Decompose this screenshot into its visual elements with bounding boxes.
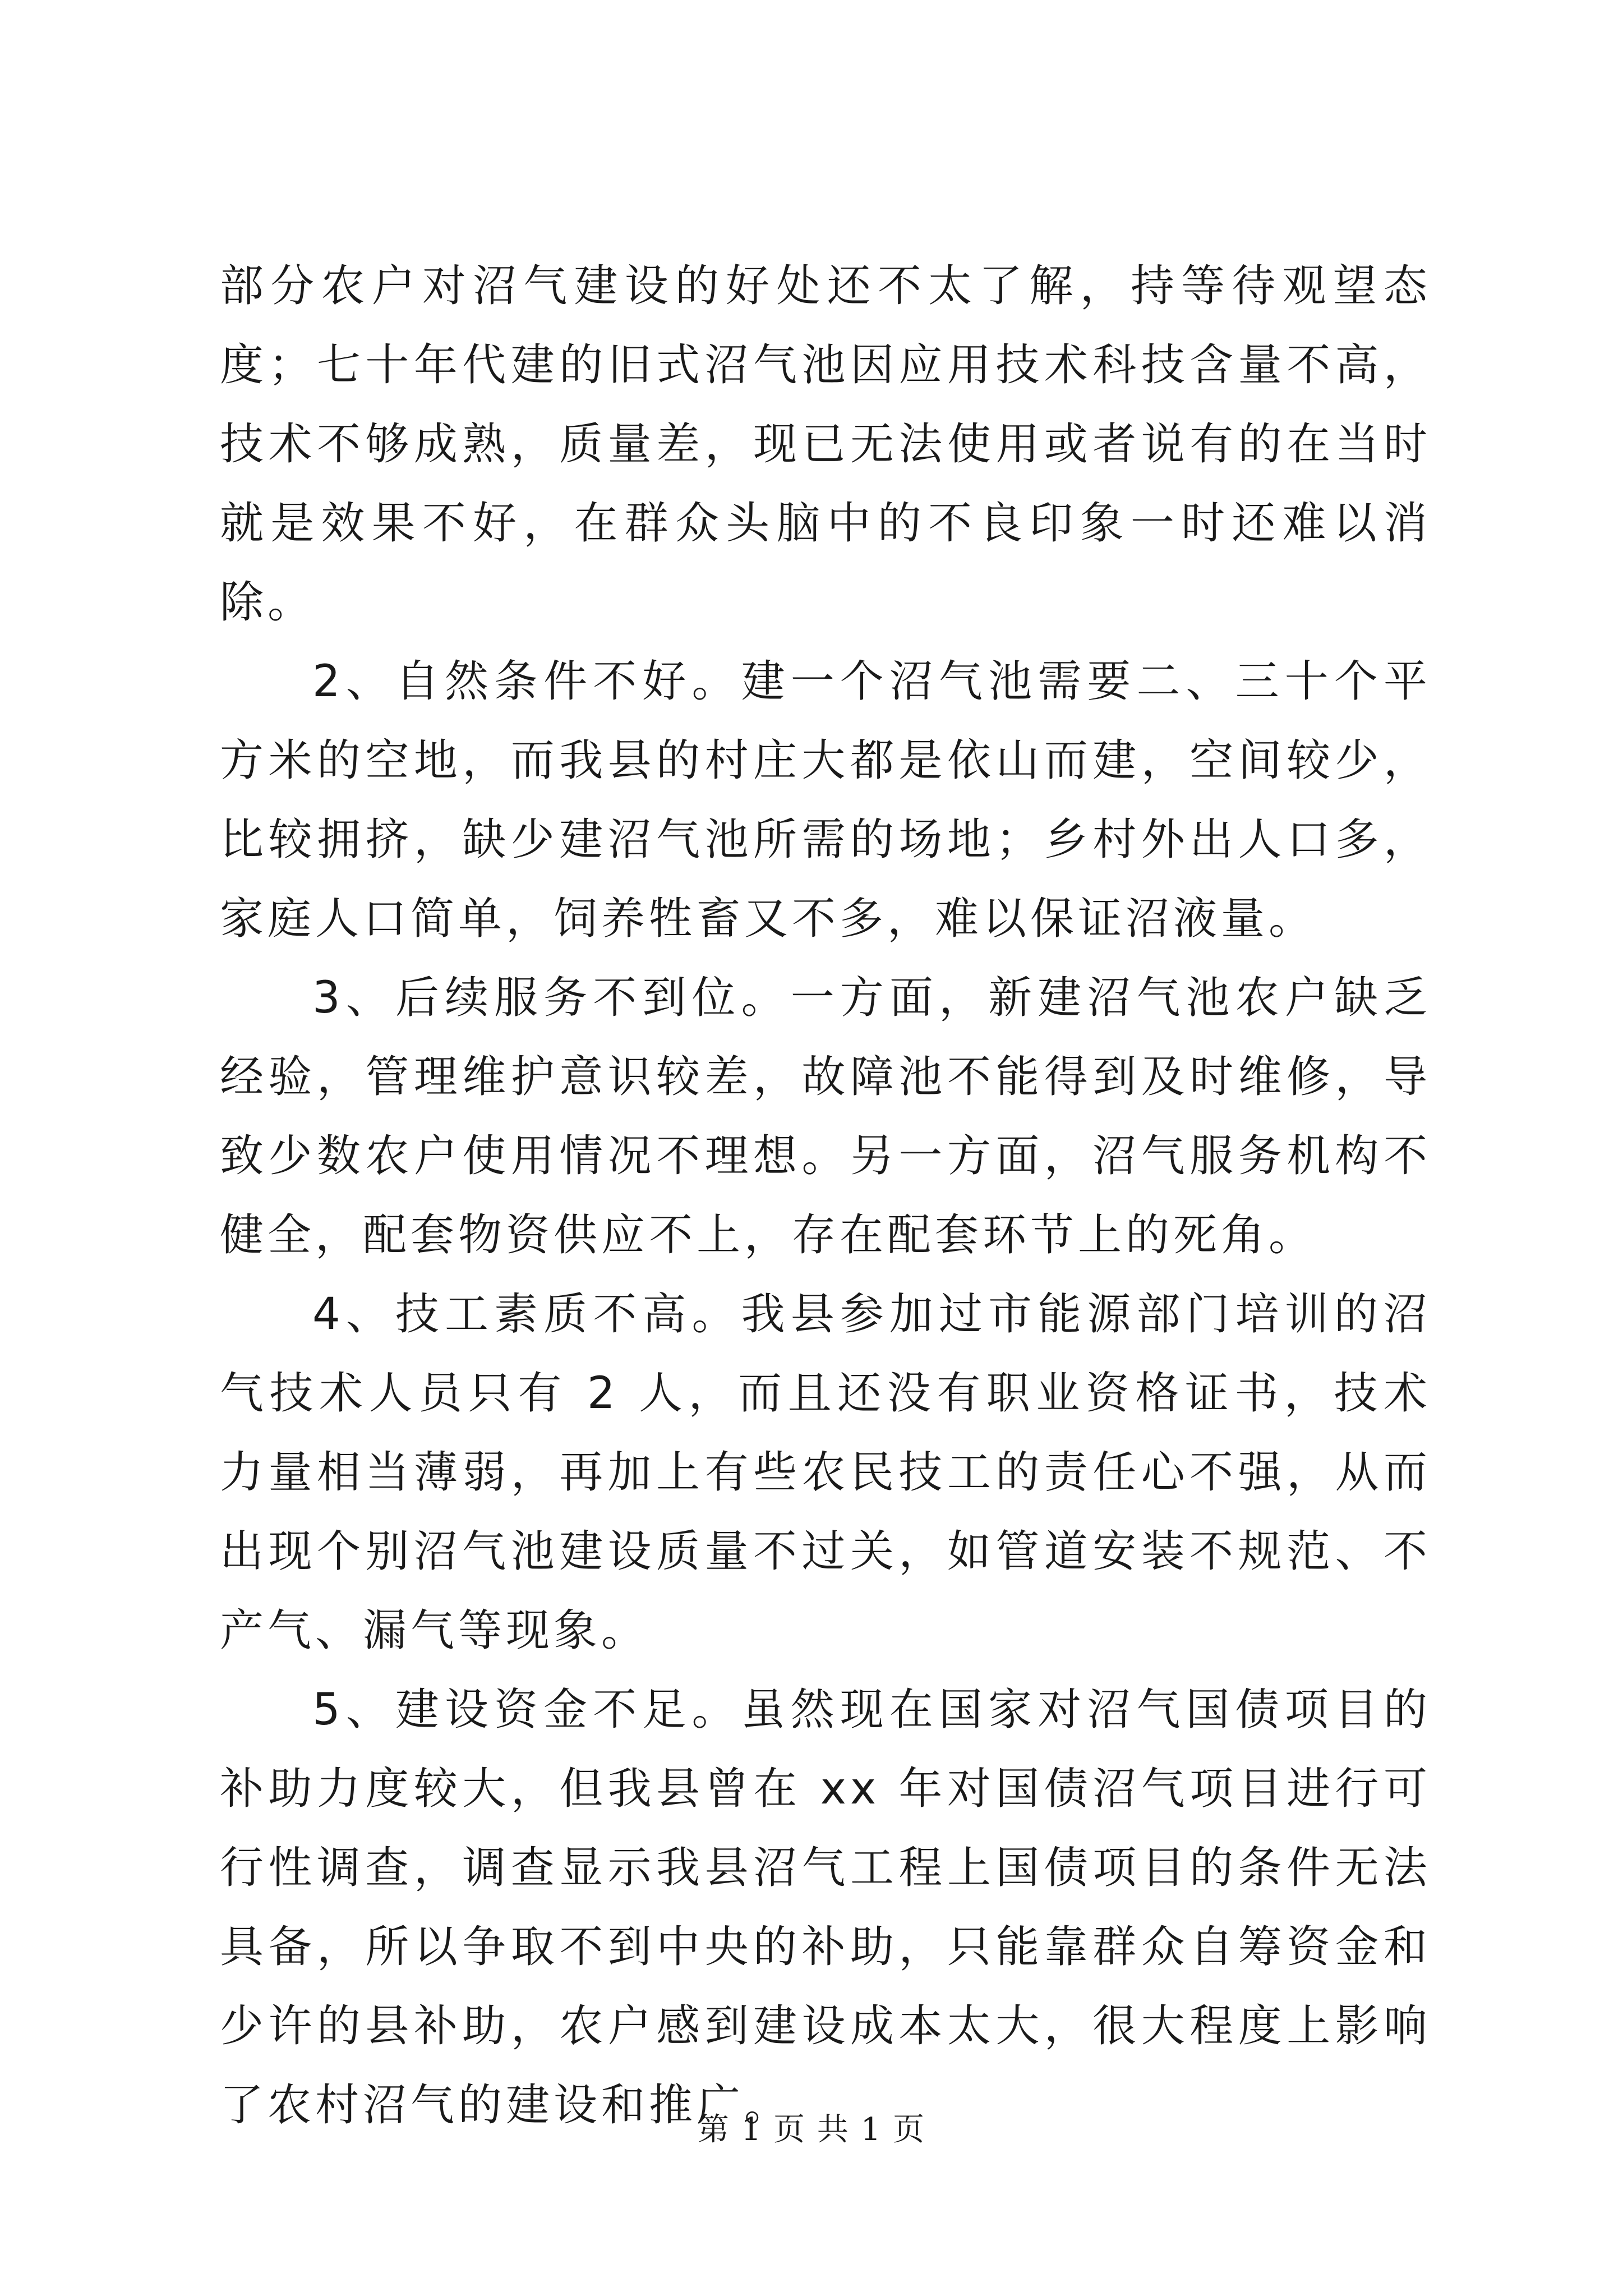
page-number-footer: 第 1 页 共 1 页 bbox=[697, 2111, 926, 2148]
paragraph-technician-quality: 4、技工素质不高。我县参加过市能源部门培训的沼气技术人员只有 2 人，而且还没有职业资格证书，技术力量相当薄弱，再加上有些农民技工的责任心不强，从而出现个别沼气池建设质量不过关，如管道安装不规范、不产气、漏气等现象。 bbox=[220, 1289, 1431, 1656]
document-body bbox=[220, 247, 1431, 2145]
paragraph-continuation: 部分农户对沼气建设的好处还不太了解，持等待观望态度；七十年代建的旧式沼气池因应用技术科技含量不高，技术不够成熟，质量差，现已无法使用或者说有的在当时就是效果不好，在群众头脑中的不良印象一时还难以消除。 bbox=[220, 261, 1431, 628]
paragraph-natural-conditions: 2、自然条件不好。建一个沼气池需要二、三十个平方米的空地，而我县的村庄大都是依山而建，空间较少，比较拥挤，缺少建沼气池所需的场地；乡村外出人口多，家庭人口简单，饲养牲畜又不多，难以保证沼液量。 bbox=[220, 656, 1431, 944]
paragraph-construction-funds: 5、建设资金不足。虽然现在国家对沼气国债项目的补助力度较大，但我县曾在 xx 年对国债沼气项目进行可行性调查，调查显示我县沼气工程上国债项目的条件无法具备，所以争取不到中央的补助，只能靠群众自筹资金和少许的县补助，农户感到建设成本太大，很大程度上影响了农村沼气的建设和推广。 bbox=[220, 1685, 1431, 2131]
paragraph-follow-up-service: 3、后续服务不到位。一方面，新建沼气池农户缺乏经验，管理维护意识较差，故障池不能得到及时维修，导致少数农户使用情况不理想。另一方面，沼气服务机构不健全，配套物资供应不上，存在配套环节上的死角。 bbox=[220, 973, 1431, 1260]
